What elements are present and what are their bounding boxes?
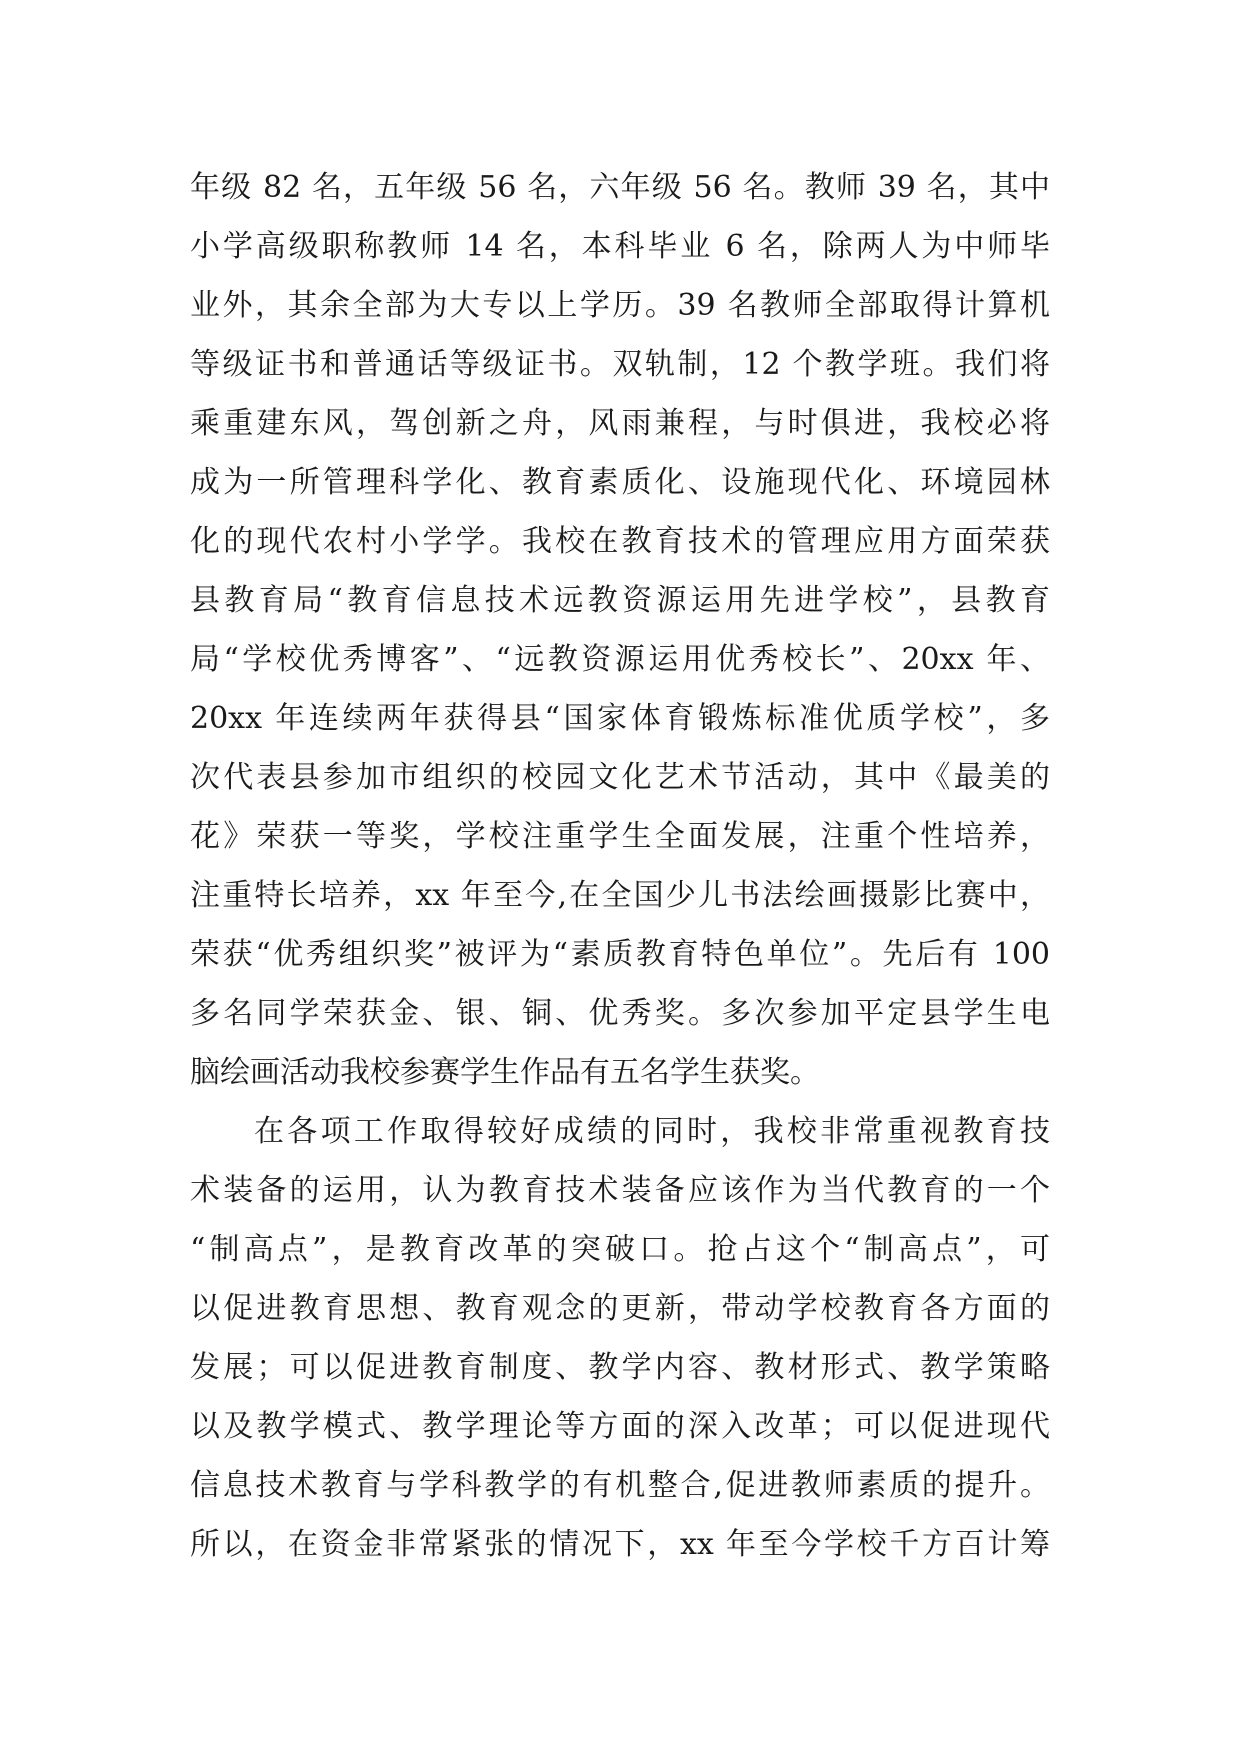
text-line: 多名同学荣获金、银、铜、优秀奖。多次参加平定县学生电 (190, 996, 1050, 1031)
text-line: 年级 82 名，五年级 56 名，六年级 56 名。教师 39 名，其中 (190, 170, 1050, 205)
text-line: 小学高级职称教师 14 名，本科毕业 6 名，除两人为中师毕 (190, 229, 1050, 264)
text-line: 所以，在资金非常紧张的情况下，xx 年至今学校千方百计筹 (190, 1527, 1050, 1562)
text-line: 注重特长培养，xx 年至今,在全国少儿书法绘画摄影比赛中， (190, 878, 1050, 913)
text-line: 局“学校优秀博客”、“远教资源运用优秀校长”、20xx 年、 (190, 642, 1050, 677)
text-line: 20xx 年连续两年获得县“国家体育锻炼标准优质学校”，多 (190, 701, 1050, 736)
text-line: 次代表县参加市组织的校园文化艺术节活动，其中《最美的 (190, 760, 1050, 795)
text-line: 化的现代农村小学学。我校在教育技术的管理应用方面荣获 (190, 524, 1050, 559)
text-line: 以促进教育思想、教育观念的更新，带动学校教育各方面的 (190, 1291, 1050, 1326)
text-line: 发展；可以促进教育制度、教学内容、教材形式、教学策略 (190, 1350, 1050, 1385)
text-line: 县教育局“教育信息技术远教资源运用先进学校”，县教育 (190, 583, 1050, 618)
paragraph-start-line: 在各项工作取得较好成绩的同时，我校非常重视教育技 (254, 1114, 1050, 1149)
text-line: 荣获“优秀组织奖”被评为“素质教育特色单位”。先后有 100 (190, 937, 1050, 972)
text-line: 以及教学模式、教学理论等方面的深入改革；可以促进现代 (190, 1409, 1050, 1444)
text-line: 成为一所管理科学化、教育素质化、设施现代化、环境园林 (190, 465, 1050, 500)
text-line: 业外，其余全部为大专以上学历。39 名教师全部取得计算机 (190, 288, 1050, 323)
text-line: 信息技术教育与学科教学的有机整合,促进教师素质的提升。 (190, 1468, 1050, 1503)
document-body (190, 158, 1050, 1574)
text-line: 等级证书和普通话等级证书。双轨制，12 个教学班。我们将 (190, 347, 1050, 382)
text-line: 乘重建东风，驾创新之舟，风雨兼程，与时俱进，我校必将 (190, 406, 1050, 441)
paragraph-end-line: 脑绘画活动我校参赛学生作品有五名学生获奖。 (190, 1055, 820, 1090)
text-line: “制高点”，是教育改革的突破口。抢占这个“制高点”，可 (190, 1232, 1050, 1267)
text-line: 术装备的运用，认为教育技术装备应该作为当代教育的一个 (190, 1173, 1050, 1208)
text-line: 花》荣获一等奖，学校注重学生全面发展，注重个性培养， (190, 819, 1050, 854)
